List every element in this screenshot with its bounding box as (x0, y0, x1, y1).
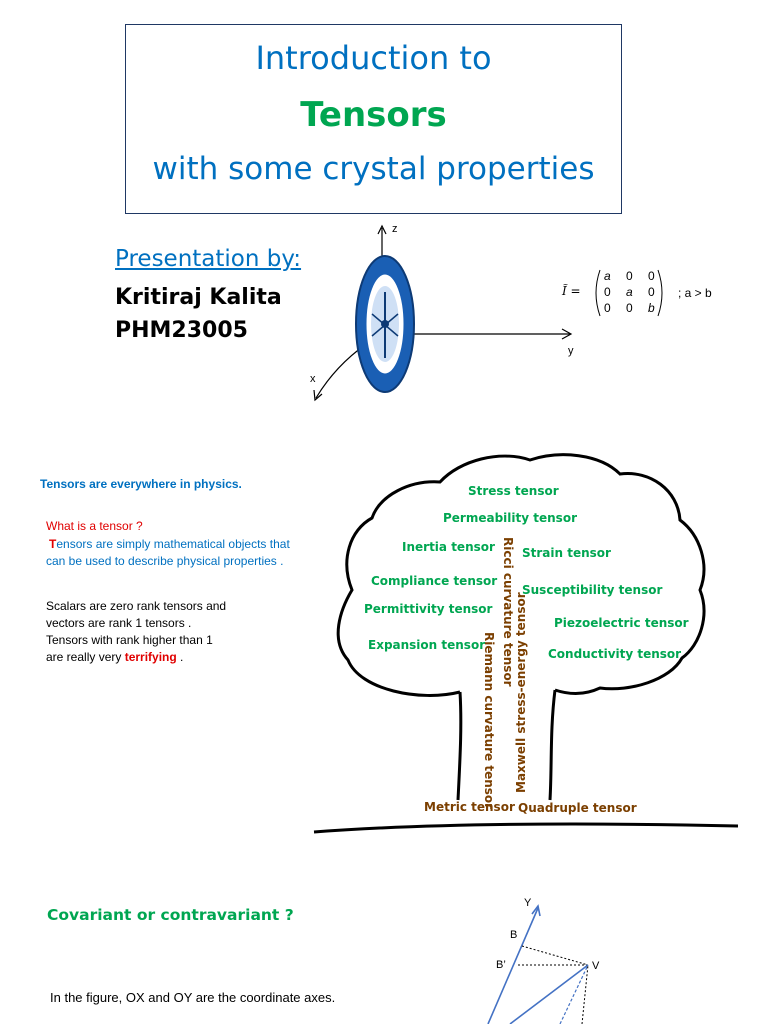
trunk-ricci-tensor: Ricci curvature tensor (501, 537, 515, 687)
presenter-label (115, 246, 301, 272)
rank-line-1: Scalars are zero rank tensors and (46, 599, 227, 613)
rank-line-4-suffix: . (176, 650, 184, 664)
tensor-definition-1 (46, 536, 290, 552)
z-label: z (392, 223, 398, 235)
leaf-compliance-tensor: Compliance tensor (371, 574, 498, 588)
presenter-roll: PHM23005 (115, 318, 248, 343)
tree-trunk-right (550, 690, 555, 800)
rank-line-2: vectors are rank 1 tensors . (46, 616, 192, 630)
y-label: y (568, 345, 574, 357)
axes-figure (300, 218, 590, 408)
v-dashed-down (560, 965, 588, 1024)
rank-line-4 (46, 649, 183, 665)
definition-rest: ensors are simply mathematical objects that (56, 537, 290, 551)
m-1-2: 0 (648, 285, 655, 299)
fig-label-b-prime: B’ (496, 959, 506, 971)
x-label: x (310, 373, 316, 385)
matrix-condition: ; a > b (678, 286, 712, 300)
rank-line-3: Tensors with rank higher than 1 (46, 633, 213, 647)
m-1-1: a (626, 285, 633, 299)
trunk-metric-tensor: Metric tensor (424, 800, 515, 814)
definition-first-letter: T (49, 537, 57, 551)
leaf-permittivity-tensor: Permittivity tensor (364, 602, 493, 616)
title-line-3: with some crystal properties (152, 151, 595, 187)
university-seal-icon (356, 256, 414, 392)
what-is-tensor: What is a tensor ? (46, 519, 143, 533)
leaf-strain-tensor: Strain tensor (522, 546, 611, 560)
v-dashed-vertical (582, 965, 588, 1024)
fig-label-y: Y (524, 897, 532, 909)
covariant-heading: Covariant or contravariant ? (47, 906, 294, 924)
title-line-2: Tensors (300, 95, 447, 135)
leaf-inertia-tensor: Inertia tensor (402, 540, 495, 554)
matrix-lhs: Ĩ = (562, 284, 581, 298)
tensor-definition-2: can be used to describe physical properties . (46, 554, 284, 568)
matrix-brackets (592, 268, 666, 318)
title-line-1: Introduction to (255, 39, 492, 77)
title-box (125, 24, 622, 214)
vector-figure (470, 890, 610, 1024)
m-0-0: a (604, 269, 611, 283)
leaf-conductivity-tensor: Conductivity tensor (548, 647, 682, 661)
leaf-piezoelectric-tensor: Piezoelectric tensor (554, 616, 689, 630)
vector-ov (510, 965, 588, 1024)
fig-label-v: V (592, 960, 600, 972)
figure-description: In the figure, OX and OY are the coordinate axes. (50, 990, 336, 1005)
b-dashed-line (522, 946, 588, 965)
rank-line-4-prefix: are really very (46, 650, 122, 664)
leaf-susceptibility-tensor: Susceptibility tensor (522, 583, 663, 597)
tensors-everywhere: Tensors are everywhere in physics. (40, 477, 242, 491)
trunk-riemann-tensor: Riemann curvature tensor (482, 632, 496, 810)
presenter-label-text: Presentation by: (115, 246, 302, 272)
m-0-2: 0 (648, 269, 655, 283)
m-2-2: b (648, 301, 655, 315)
m-2-0: 0 (604, 301, 611, 315)
m-2-1: 0 (626, 301, 633, 315)
presenter-name: Kritiraj Kalita (115, 285, 282, 310)
m-1-0: 0 (604, 285, 611, 299)
leaf-expansion-tensor: Expansion tensor (368, 638, 486, 652)
tree-trunk-left (458, 692, 461, 800)
trunk-quadruple-tensor: Quadruple tensor (518, 801, 637, 815)
trunk-maxwell-tensor: Maxwell stress-energy tensor (514, 592, 528, 793)
ground-line (314, 824, 738, 832)
m-0-1: 0 (626, 269, 633, 283)
leaf-stress-tensor: Stress tensor (468, 484, 559, 498)
fig-label-b: B (510, 929, 518, 941)
leaf-permeability-tensor: Permeability tensor (443, 511, 577, 525)
terrifying-text: terrifying (124, 650, 177, 664)
